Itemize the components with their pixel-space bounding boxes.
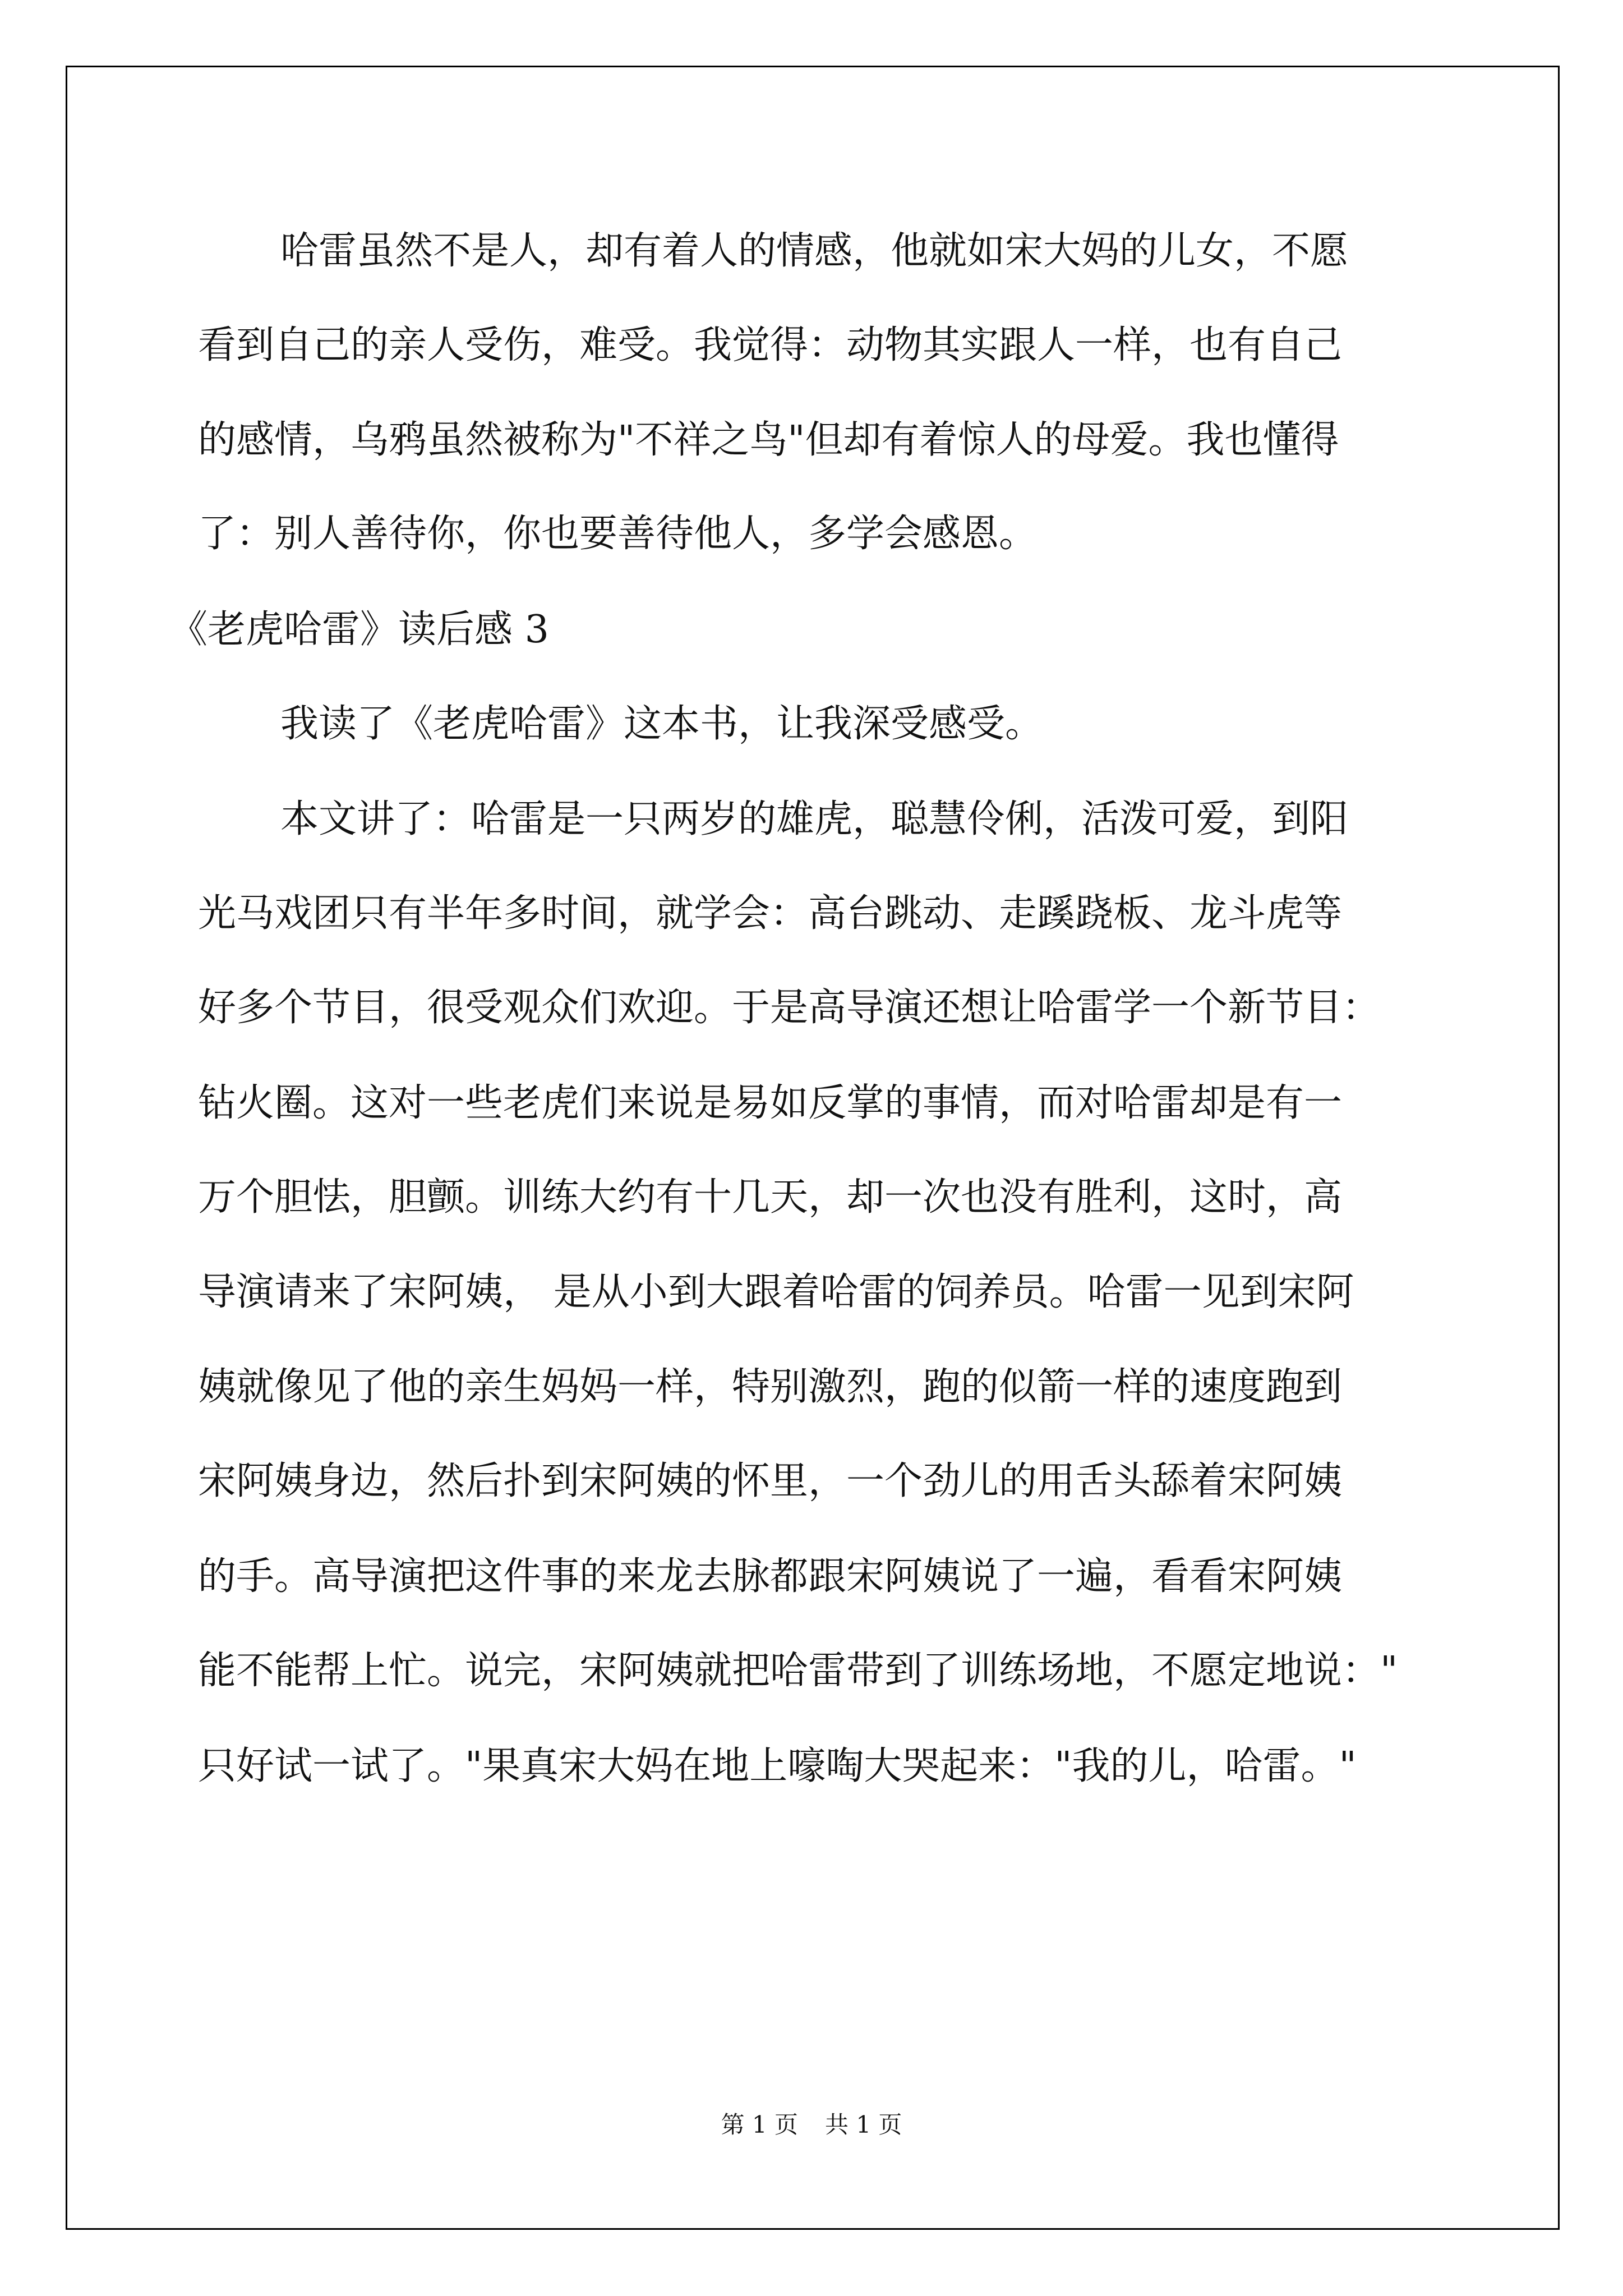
paragraph-line: 姨就像见了他的亲生妈妈一样，特别激烈，跑的似箭一样的速度跑到: [198, 1365, 1343, 1409]
paragraph-line: 只好试一试了。"果真宋大妈在地上嚎啕大哭起来："我的儿，哈雷。": [198, 1744, 1357, 1788]
paragraph-line: 宋阿姨身边，然后扑到宋阿姨的怀里，一个劲儿的用舌头舔着宋阿姨: [198, 1459, 1343, 1503]
page-number: 第 1 页: [721, 2111, 798, 2138]
paragraph-line: 哈雷虽然不是人，却有着人的情感，他就如宋大妈的儿女，不愿: [280, 229, 1349, 273]
paragraph-line: 能不能帮上忙。说完，宋阿姨就把哈雷带到了训练场地，不愿定地说：": [198, 1649, 1398, 1693]
paragraph-line: 好多个节目，很受观众们欢迎。于是高导演还想让哈雷学一个新节目：: [198, 986, 1381, 1030]
paragraph-line: 看到自己的亲人受伤，难受。我觉得：动物其实跟人一样，也有自己: [198, 323, 1343, 367]
paragraph-line: 我读了《老虎哈雷》这本书，让我深受感受。: [280, 702, 1044, 746]
page-border: [66, 66, 1560, 2230]
page-footer: [0, 2109, 1623, 2141]
paragraph-line: 的手。高导演把这件事的来龙去脉都跟宋阿姨说了一遍，看看宋阿姨: [198, 1554, 1343, 1599]
paragraph-line: 了：别人善待你，你也要善待他人，多学会感恩。: [198, 512, 1038, 556]
paragraph-line: 的感情，乌鸦虽然被称为"不祥之鸟"但却有着惊人的母爱。我也懂得: [198, 418, 1339, 462]
paragraph-line: 钻火圈。这对一些老虎们来说是易如反掌的事情，而对哈雷却是有一: [198, 1081, 1343, 1125]
paragraph-line: 导演请来了宋阿姨， 是从小到大跟着哈雷的饲养员。哈雷一见到宋阿: [198, 1270, 1354, 1314]
section-heading: 《老虎哈雷》读后感 3: [169, 608, 549, 652]
paragraph-line: 万个胆怯，胆颤。训练大约有十几天，却一次也没有胜利，这时，高: [198, 1175, 1343, 1220]
paragraph-line: 光马戏团只有半年多时间，就学会：高台跳动、走蹊跷板、龙斗虎等: [198, 891, 1343, 936]
page-total: 共 1 页: [825, 2111, 902, 2138]
paragraph-line: 本文讲了：哈雷是一只两岁的雄虎，聪慧伶俐，活泼可爱，到阳: [280, 797, 1349, 841]
